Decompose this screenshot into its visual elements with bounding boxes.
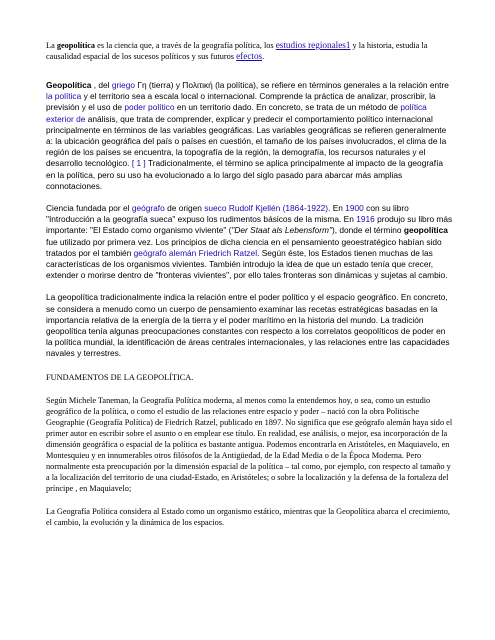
closing-paragraph: La Geografía Política considera al Estado como un organismo estático, mientras que la Geopolítica abarca el crecimiento, el cambio, la evolución y la dinámica de los espacios. (46, 506, 450, 527)
text: La (46, 41, 57, 50)
text: fue utilizado por primera vez. Los principios de dicha ciencia en el pensamiento geoestratégico habían sido tratados por el también (46, 236, 442, 258)
text: Γη (tierra) y Πολιτική (la política), se refiere en términos generales a la relación entre (135, 80, 449, 90)
link-friedrich-ratzel[interactable]: Friedrich Ratzel (198, 247, 258, 258)
document-page (46, 40, 454, 528)
text: Tradicionalmente, el término se aplica principalmente al impacto de la geografía en la política, pero su uso ha evolucionado a lo largo del siglo pasado para abarcar más amplias connotaciones. (46, 158, 444, 191)
definition-paragraph (46, 80, 454, 192)
bold-term: geopolítica (403, 225, 448, 236)
text: y la historia, estudia la causalidad espacial de los sucesos políticos y sus futuros (46, 41, 428, 61)
link-geografo-aleman[interactable]: geógrafo alemán (133, 247, 197, 258)
text: . (262, 52, 265, 61)
text: y el territorio sea a escala local o internacional. Comprende la práctica de analizar, proscribir, la previsión y el uso de (46, 91, 436, 113)
link-geografo[interactable]: geógrafo (131, 203, 165, 214)
link-efectos[interactable]: efectos (236, 51, 263, 61)
bold-term: Geopolítica (46, 80, 92, 90)
intro-paragraph (46, 40, 454, 62)
link-years[interactable]: (1864-1922) (282, 203, 329, 214)
text: ), donde el término (331, 225, 404, 236)
link-politica-exterior[interactable]: política exterior de (46, 102, 427, 124)
text: de origen (164, 203, 205, 214)
link-la-politica[interactable]: la política (46, 91, 82, 102)
text: con su libro "Introducción a la geografía sueca" expuso los rudimentos básicos de la misma. En (46, 203, 409, 225)
text: . En (328, 203, 346, 214)
link-sueco[interactable]: sueco (204, 203, 227, 214)
link-1916[interactable]: 1916 (356, 214, 375, 225)
section-heading: FUNDAMENTOS DE LA GEOPOLÍTICA. (46, 372, 194, 382)
text: produjo su libro más importante: "El Estado como organismo viviente" ( (46, 214, 453, 236)
tradition-paragraph: La geopolítica tradicionalmente indica la relación entre el poder político y el espacio geográfico. En concreto, se considera a menudo como un cuerpo de pensamiento examinar las recetas estratégicas basadas en la importancia relativa de la energía de la tierra y el poder marítimo en la historia del mundo. La tradición geopolítica tenía algunas preocupaciones constantes con respecto a los correlatos geopolíticos de poder en la política mundial, la identificación de áreas centrales internacionales, y las relaciones entre las capacidades navales y terrestres. (46, 292, 450, 359)
text: es la ciencia que, a través de la geografía política, los (95, 41, 276, 50)
link-griego[interactable]: griego (111, 80, 136, 90)
taneman-paragraph: Según Michele Taneman, la Geografía Política moderna, al menos como la entendemos hoy, o sea, como un estudio geográfico de la política, o como el estudio de las relaciones entre espacio y poder – nació con la obra Politische Geographie (Geografía Política) de Fiedrich Ratzel, publicado en 1897. No significa que ese geógrafo alemán haya sido el primer autor en escribir sobre el asunto o en emplear ese título. En realidad, ese análisis, o mejor, esa incorporación de la dimensión geográfica o espacial de la política es bastante antigua. Podemos encontrarla en Aristóteles, en Maquiavelo, en Montesquieu y en innumerables otros filósofos de la Antigüedad, de la Edad Media o de la Época Moderna. Pero normalmente esta preocupación por la dimensión espacial de la política – tal como, por ejemplo, con respecto al tamaño y a la localización del territorio de una ciudad-Estado, en Aristóteles; o sobre la localización y la defensa de la fortaleza del príncipe , en Maquiavelo; (46, 395, 453, 493)
link-poder-politico[interactable]: poder político (124, 102, 175, 113)
text: . Según éste, los Estados tienen muchas de las características de los organismos vivientes. También introdujo la idea de que un estado tenía que crecer, extender o morirse dentro de "fronteras vivientes", por ello tales fronteras son dinámicas y sujetas al cambio. (46, 247, 448, 281)
link-rudolf-kjellen[interactable]: Rudolf Kjellén (228, 203, 281, 214)
link-1900[interactable]: 1900 (345, 203, 364, 214)
link-estudios-regionales[interactable]: estudios regionales1 (275, 40, 351, 50)
text: Ciencia fundada por el (46, 203, 132, 214)
link-reference-1[interactable]: [ 1 ] (131, 158, 146, 169)
bold-term: geopolítica (56, 41, 96, 50)
italic-title: "Der Staat als Lebensform" (231, 225, 332, 236)
text: , del (91, 80, 112, 90)
history-paragraph (46, 203, 454, 281)
text: en un territorio dado. En concreto, se trata de un método de (174, 102, 401, 113)
text: análisis, que trata de comprender, explicar y predecir el comportamiento político internacional principalmente en términos de las variables geográficas. Las variables geográficas se refieren generalmente a: la ubicación geográfica del país o países en cuestión, el tamaño de los países involucrados, el clima de la región de los países se encuentra, la topografía de la región, la demografía, los recursos naturales y el desarrollo tecnológico. (46, 113, 447, 169)
